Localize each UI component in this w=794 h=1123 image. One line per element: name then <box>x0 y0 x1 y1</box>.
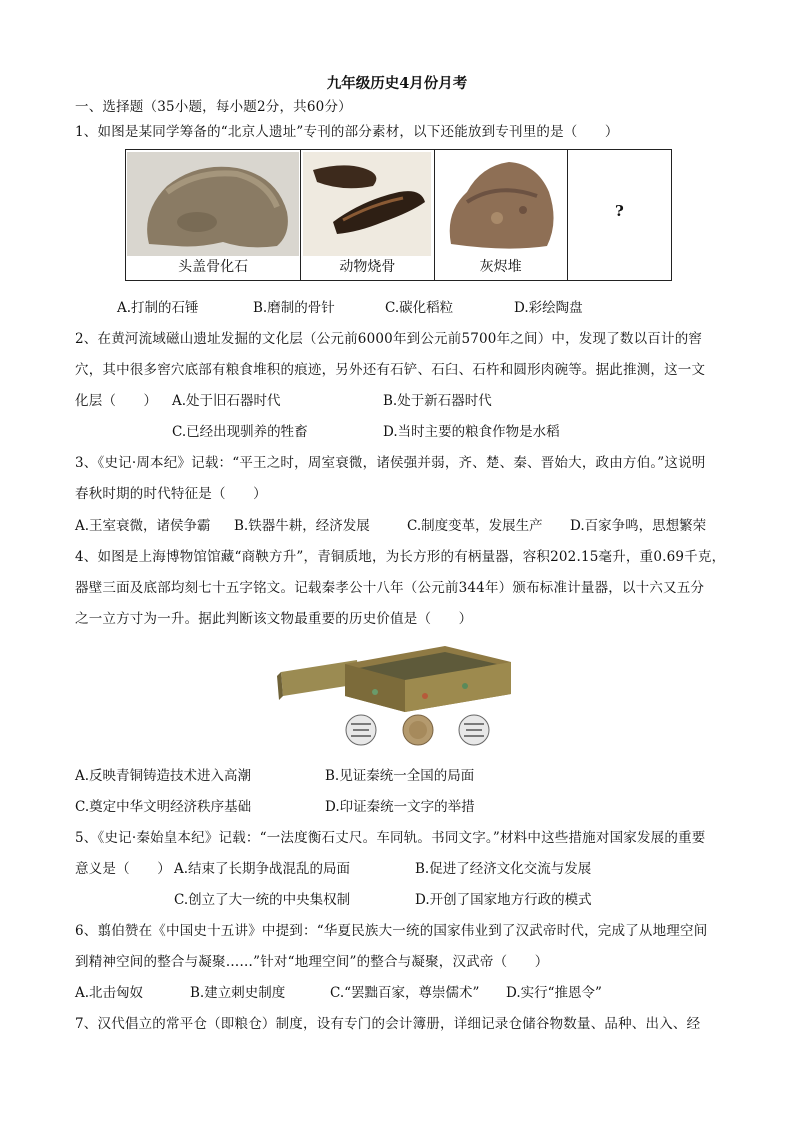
q2-option-d[interactable]: D.当时主要的粮食作物是水稻 <box>383 424 560 440</box>
q3-stem-line2: 春秋时期的时代特征是（ ） <box>75 486 267 502</box>
q1-cell-ash <box>434 150 567 281</box>
q3-option-d[interactable]: D.百家争鸣，思想繁荣 <box>570 518 707 534</box>
q5-option-a[interactable]: A.结束了长期争战混乱的局面 <box>174 861 351 877</box>
skull-fossil-image <box>127 152 299 256</box>
q6-option-d[interactable]: D.实行“推恩令” <box>506 985 602 1001</box>
q1-image-table <box>125 149 672 281</box>
q4-stem-line3: 之一立方寸为一升。据此判断该文物最重要的历史价值是（ ） <box>75 611 473 627</box>
q3-option-a[interactable]: A.王室衰微，诸侯争霸 <box>75 518 211 534</box>
shang-yang-fangsheng-image <box>275 640 525 755</box>
q2-option-b[interactable]: B.处于新石器时代 <box>383 393 492 409</box>
q1-question-mark: ? <box>614 202 624 220</box>
q5-option-d[interactable]: D.开创了国家地方行政的模式 <box>415 892 592 908</box>
q7-stem-line1: 7、汉代倡立的常平仓（即粮仓）制度，设有专门的会计簿册，详细记录仓储谷物数量、品种、出入、经 <box>75 1016 701 1032</box>
q4-option-d[interactable]: D.印证秦统一文字的举措 <box>325 799 475 815</box>
q1-cell-skull <box>126 150 301 281</box>
section-heading: 一、选择题（35小题，每小题2分，共60分） <box>75 99 352 115</box>
q1-option-c[interactable]: C.碳化稻粒 <box>385 300 454 316</box>
q5-stem-line2: 意义是（ ） <box>75 861 171 877</box>
q2-option-c[interactable]: C.已经出现驯养的牲畜 <box>172 424 308 440</box>
q5-stem-line1: 5、《史记·秦始皇本纪》记载：“一法度衡石丈尺。车同轨。书同文字。”材料中这些措施对国家发展的重要 <box>75 830 706 846</box>
q1-option-a[interactable]: A.打制的石锤 <box>117 300 199 316</box>
q3-option-c[interactable]: C.制度变革，发展生产 <box>407 518 543 534</box>
q6-option-a[interactable]: A.北击匈奴 <box>75 985 144 1001</box>
q4-option-c[interactable]: C.奠定中华文明经济秩序基础 <box>75 799 252 815</box>
q5-option-b[interactable]: B.促进了经济文化交流与发展 <box>415 861 592 877</box>
exam-title: 九年级历史4月份月考 <box>326 75 468 92</box>
q1-caption-skull: 头盖骨化石 <box>178 259 249 275</box>
q1-stem: 1、如图是某同学筹备的“北京人遗址”专刊的部分素材，以下还能放到专刊里的是（ ） <box>75 124 619 140</box>
ash-pile-image <box>437 152 565 256</box>
q6-stem-line1: 6、翦伯赞在《中国史十五讲》中提到：“华夏民族大一统的国家伟业到了汉武帝时代，完成了从地理空间 <box>75 923 708 939</box>
q6-option-b[interactable]: B.建立刺史制度 <box>190 985 286 1001</box>
q1-caption-ash: 灰烬堆 <box>479 259 522 275</box>
q1-option-b[interactable]: B.磨制的骨针 <box>253 300 335 316</box>
q3-stem-line1: 3、《史记·周本纪》记载：“平王之时，周室衰微，诸侯强并弱，齐、楚、秦、晋始大，政由方伯。”这说明 <box>75 455 706 471</box>
q5-option-c[interactable]: C.创立了大一统的中央集权制 <box>174 892 351 908</box>
q4-stem-line2: 器壁三面及底部均刻七十五字铭文。记载秦孝公十八年（公元前344年）颁布标准计量器，以十六又五分 <box>75 580 705 596</box>
q4-option-b[interactable]: B.见证秦统一全国的局面 <box>325 768 475 784</box>
q1-option-d[interactable]: D.彩绘陶盘 <box>514 300 583 316</box>
q1-caption-bones: 动物烧骨 <box>339 259 396 275</box>
q4-option-a[interactable]: A.反映青铜铸造技术进入高潮 <box>75 768 252 784</box>
q6-stem-line2: 到精神空间的整合与凝聚……”针对“地理空间”的整合与凝聚，汉武帝（ ） <box>75 954 549 970</box>
q2-option-a[interactable]: A.处于旧石器时代 <box>172 393 281 409</box>
burnt-bones-image <box>303 152 431 256</box>
q3-option-b[interactable]: B.铁器牛耕，经济发展 <box>234 518 370 534</box>
q2-stem-line2: 穴，其中很多窖穴底部有粮食堆积的痕迹，另外还有石铲、石臼、石杵和圆形肉碗等。据此推测，这一文 <box>75 362 706 378</box>
q4-stem-line1: 4、如图是上海博物馆馆藏“商鞅方升”，青铜质地，为长方形的有柄量器，容积202.15毫升，重0.69千克， <box>75 549 726 565</box>
q2-stem-line1: 2、在黄河流域磁山遗址发掘的文化层（公元前6000年到公元前5700年之间）中，发现了数以百计的窖 <box>75 331 703 347</box>
q1-cell-unknown <box>567 150 671 281</box>
q6-option-c[interactable]: C.“罢黜百家，尊崇儒术” <box>330 985 480 1001</box>
q1-cell-bones <box>301 150 434 281</box>
q2-stem-line3: 化层（ ） <box>75 393 158 409</box>
